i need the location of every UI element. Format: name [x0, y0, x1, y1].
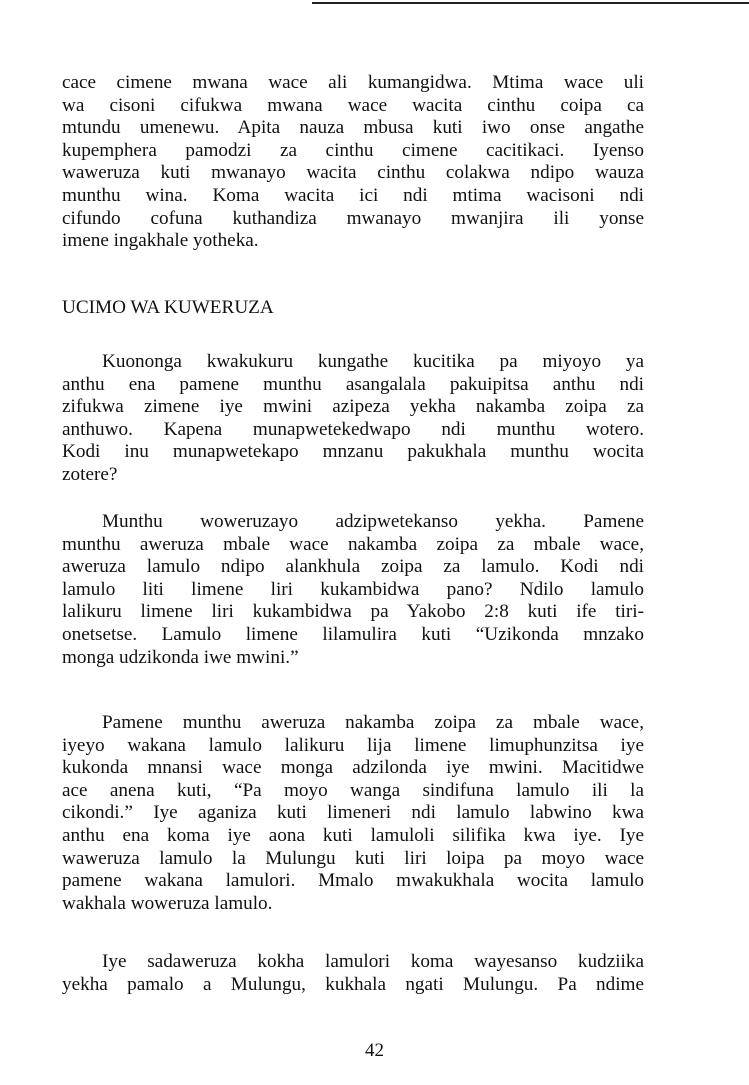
text-line: Kuononga kwakukuru kungathe kucitika pa miyoyo ya [102, 351, 644, 372]
text-line: Pamene munthu aweruza nakamba zoipa za mbale wace, [102, 712, 644, 733]
text-line: onetsetse. Lamulo limene lilamulira kuti “Uzikonda mnzako [62, 623, 644, 645]
section-heading: UCIMO WA KUWERUZA [62, 297, 274, 318]
text-line: yekha pamalo a Mulungu, kukhala ngati Mulungu. Pa ndime [62, 973, 644, 995]
text-line: cace cimene mwana wace ali kumangidwa. Mtima wace uli [62, 72, 644, 93]
text-line: kupemphera pamodzi za cinthu cimene cacitikaci. Iyenso [62, 139, 644, 161]
text-line: mtundu umenewu. Apita nauza mbusa kuti iwo onse angathe [62, 117, 644, 139]
text-line: anthu ena pamene munthu asangalala pakuipitsa anthu ndi [62, 373, 644, 395]
text-line: pamene wakana lamulori. Mmalo mwakukhala wocita lamulo [62, 870, 644, 892]
text-line: Munthu woweruzayo adzipwetekanso yekha. Pamene [102, 511, 644, 532]
text-line: lamulo liti limene liri kukambidwa pano? Ndilo lamulo [62, 578, 644, 600]
paragraph-4 [62, 712, 644, 915]
text-line: monga udzikonda iwe mwini.” [62, 646, 299, 668]
page-number: 42 [365, 1040, 384, 1061]
paragraph-5 [62, 951, 644, 996]
text-line: Iye sadaweruza kokha lamulori koma wayesanso kudziika [102, 951, 644, 972]
text-line: zotere? [62, 463, 118, 485]
text-line: waweruza kuti mwanayo wacita cinthu colakwa ndipo wauza [62, 162, 644, 184]
text-line: kukonda mnansi wace monga adzilonda iye mwini. Macitidwe [62, 757, 644, 779]
text-line: munthu aweruza mbale wace nakamba zoipa za mbale wace, [62, 533, 644, 555]
paragraph-3 [62, 511, 644, 669]
text-line: lalikuru limene liri kukambidwa pa Yakobo 2:8 kuti ife tiri- [62, 601, 644, 623]
text-line: wa cisoni cifukwa mwana wace wacita cinthu coipa ca [62, 94, 644, 116]
text-line: ace anena kuti, “Pa moyo wanga sindifuna lamulo ili la [62, 779, 644, 801]
text-line: cifundo cofuna kuthandiza mwanayo mwanjira ili yonse [62, 207, 644, 229]
text-line: zifukwa zimene iye mwini azipeza yekha nakamba zoipa za [62, 396, 644, 418]
text-line: anthuwo. Kapena munapwetekedwapo ndi munthu wotero. [62, 418, 644, 440]
text-line: imene ingakhale yotheka. [62, 230, 259, 252]
text-line: wakhala woweruza lamulo. [62, 892, 273, 914]
paragraph-2 [62, 351, 644, 487]
text-line: waweruza lamulo la Mulungu kuti liri loipa pa moyo wace [62, 847, 644, 869]
top-rule [312, 2, 749, 4]
text-line: munthu wina. Koma wacita ici ndi mtima wacisoni ndi [62, 184, 644, 206]
text-line: anthu ena koma iye aona kuti lamuloli silifika kwa iye. Iye [62, 824, 644, 846]
text-line: aweruza lamulo ndipo alankhula zoipa za lamulo. Kodi ndi [62, 556, 644, 578]
text-line: cikondi.” Iye aganiza kuti limeneri ndi lamulo labwino kwa [62, 802, 644, 824]
text-line: Kodi inu munapwetekapo mnzanu pakukhala munthu wocita [62, 441, 644, 463]
text-line: iyeyo wakana lamulo lalikuru lija limene limuphunzitsa iye [62, 734, 644, 756]
paragraph-1 [62, 72, 644, 253]
